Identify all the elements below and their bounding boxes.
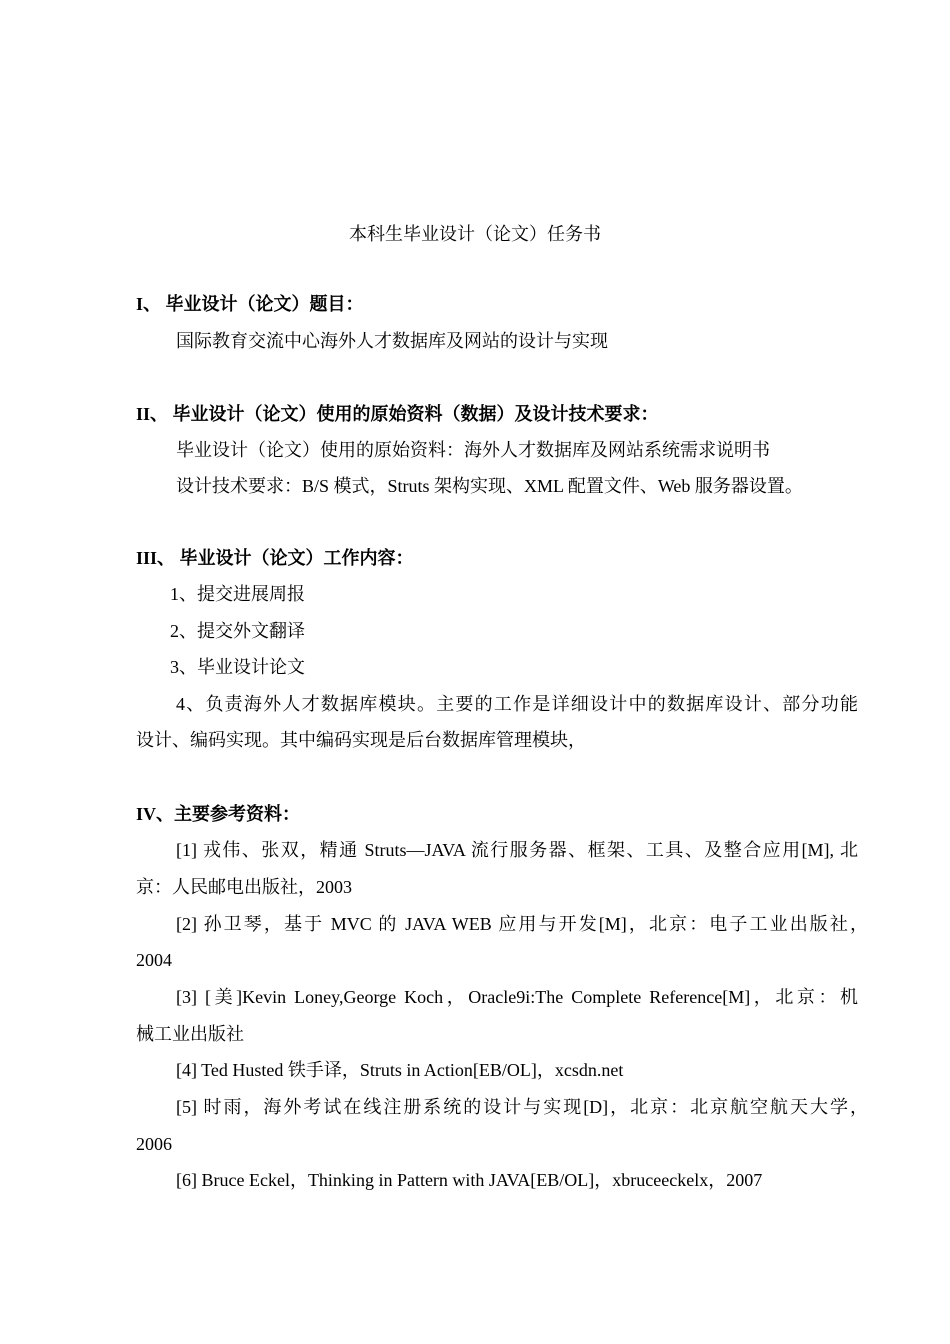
section-2-line-2: 设计技术要求：B/S 模式，Struts 架构实现、XML 配置文件、Web 服务器设置。: [176, 476, 803, 496]
document-title: 本科生毕业设计（论文）任务书: [349, 224, 601, 244]
reference-5-line-1: [5] 时雨，海外考试在线注册系统的设计与实现[D]，北京：北京航空航天大学，: [176, 1097, 868, 1117]
section-3-line-4: 4、负责海外人才数据库模块。主要的工作是详细设计中的数据库设计、部分功能: [176, 694, 858, 714]
reference-2-line-1: [2] 孙卫琴，基于 MVC 的 JAVA WEB 应用与开发[M]，北京：电子工业出版社，: [176, 914, 868, 934]
section-1-heading: I、 毕业设计（论文）题目：: [136, 294, 364, 314]
reference-1-line-2: 京：人民邮电出版社，2003: [136, 877, 352, 897]
section-4-heading: IV、主要参考资料：: [136, 804, 301, 824]
section-3-line-1: 1、提交进展周报: [170, 584, 305, 604]
reference-6-line-1: [6] Bruce Eckel，Thinking in Pattern with JAVA[EB/OL]，xbruceeckelx，2007: [176, 1170, 763, 1190]
reference-2-line-2: 2004: [136, 950, 172, 970]
reference-5-line-2: 2006: [136, 1134, 172, 1154]
section-3-line-5: 设计、编码实现。其中编码实现是后台数据库管理模块，: [136, 730, 586, 750]
reference-1-line-1: [1] 戎伟、张双，精通 Struts—JAVA 流行服务器、框架、工具、及整合应用[M], 北: [176, 840, 858, 860]
reference-3-line-2: 械工业出版社: [136, 1024, 244, 1044]
section-3-line-2: 2、提交外文翻译: [170, 621, 305, 641]
section-1-line-1: 国际教育交流中心海外人才数据库及网站的设计与实现: [176, 331, 608, 351]
section-3-line-3: 3、毕业设计论文: [170, 657, 305, 677]
reference-4-line-1: [4] Ted Husted 铁手译，Struts in Action[EB/OL]，xcsdn.net: [176, 1060, 624, 1080]
reference-3-line-1: [3] [美]Kevin Loney,George Koch，Oracle9i:The Complete Reference[M]，北京：机: [176, 987, 858, 1007]
section-2-line-1: 毕业设计（论文）使用的原始资料：海外人才数据库及网站系统需求说明书: [176, 440, 770, 460]
section-2-heading: II、 毕业设计（论文）使用的原始资料（数据）及设计技术要求：: [136, 404, 659, 424]
section-3-heading: III、 毕业设计（论文）工作内容：: [136, 548, 414, 568]
